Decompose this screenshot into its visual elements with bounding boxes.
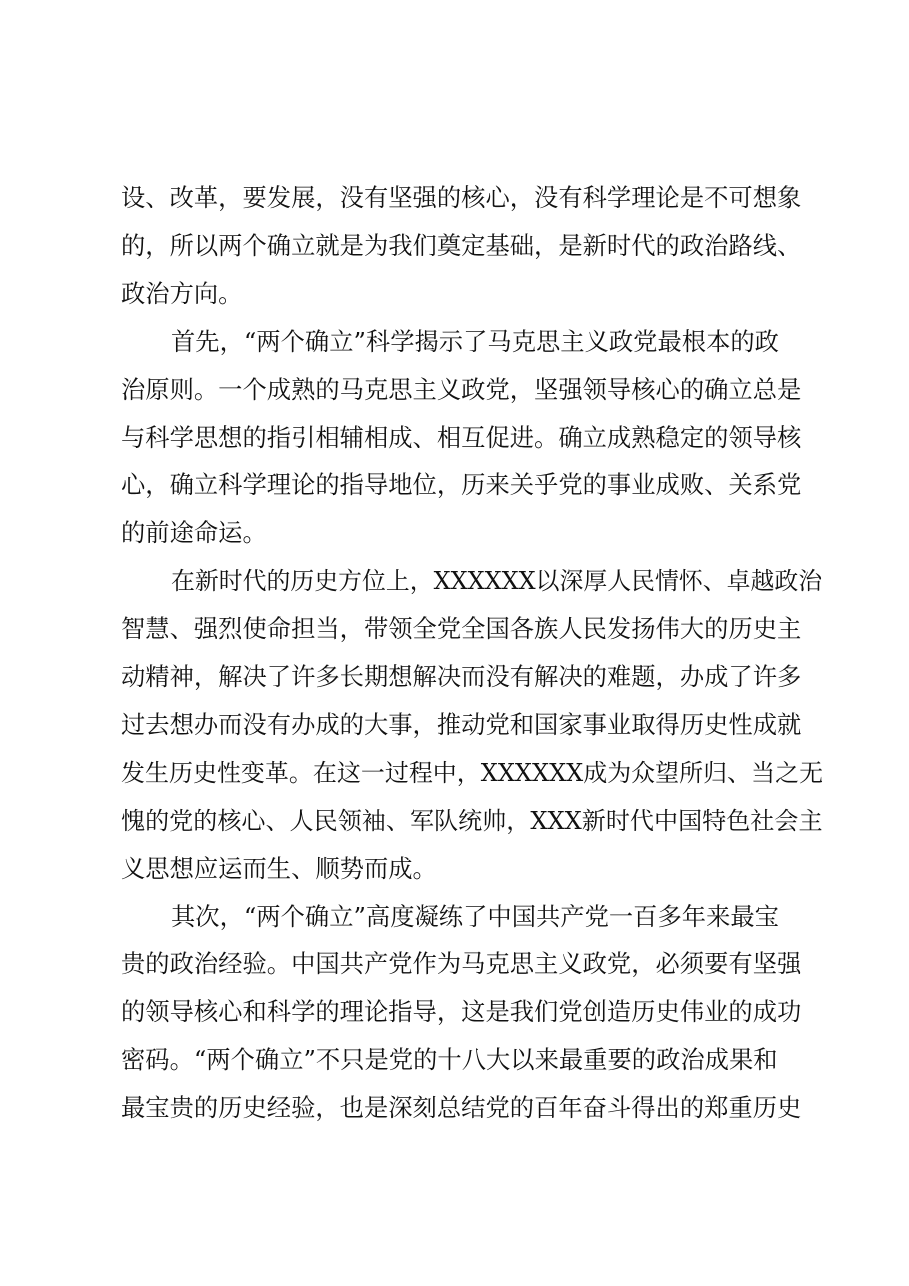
paragraph-first-line: 在新时代的历史方位上，XXXXXX以深厚人民情怀、卓越政治: [171, 567, 823, 595]
text-line: 贵的政治经验。中国共产党作为马克思主义政党，必须要有坚强: [121, 949, 802, 978]
text-line: 动精神，解决了许多长期想解决而没有解决的难题，办成了许多: [121, 662, 802, 691]
paragraph-first-line: 首先，“两个确立”科学揭示了马克思主义政党最根本的政: [171, 327, 779, 356]
text-line: 最宝贵的历史经验，也是深刻总结党的百年奋斗得出的郑重历史: [121, 1093, 802, 1122]
paragraph-first-line: 其次，“两个确立”高度凝练了中国共产党一百多年来最宝: [171, 902, 779, 931]
text-line: 与科学思想的指引相辅相成、相互促进。确立成熟稳定的领导核: [121, 423, 802, 452]
text-line: 智慧、强烈使命担当，带领全党全国各族人民发扬伟大的历史主: [121, 614, 802, 643]
text-line: 义思想应运而生、顺势而成。: [121, 854, 437, 883]
text-line: 的前途命运。: [121, 518, 267, 547]
text-line: 治原则。一个成熟的马克思主义政党，坚强领导核心的确立总是: [121, 375, 802, 404]
text-line: 密码。“两个确立”不只是党的十八大以来最重要的政治成果和: [121, 1045, 778, 1074]
text-line: 的领导核心和科学的理论指导，这是我们党创造历史伟业的成功: [121, 997, 802, 1026]
text-line: 心，确立科学理论的指导地位，历来关乎党的事业成败、关系党: [121, 470, 802, 499]
text-line: 设、改革，要发展，没有坚强的核心，没有科学理论是不可想象: [121, 183, 802, 212]
text-line: 的，所以两个确立就是为我们奠定基础，是新时代的政治路线、: [121, 231, 802, 260]
text-line: 政治方向。: [121, 279, 243, 308]
text-line: 过去想办而没有办成的大事，推动党和国家事业取得历史性成就: [121, 710, 802, 739]
text-line: 发生历史性变革。在这一过程中，XXXXXX成为众望所归、当之无: [121, 759, 824, 787]
text-line: 愧的党的核心、人民领袖、军队统帅，XXX新时代中国特色社会主: [121, 807, 823, 835]
